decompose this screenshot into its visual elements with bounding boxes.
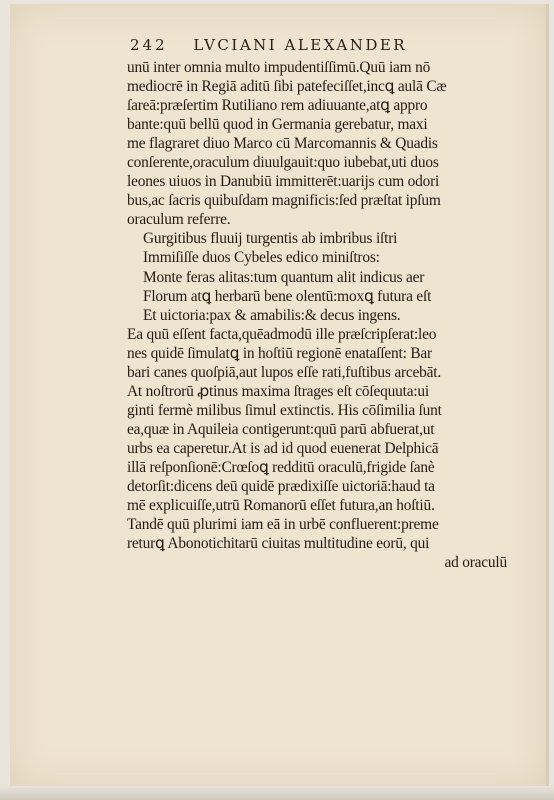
- text-line: me flagraret diuo Marco cū Marcomannis & Quadis: [127, 135, 438, 153]
- text-line: unū inter omnia multo impudentiſſimū.Quū iam nō: [127, 59, 431, 76]
- text-line: mediocrē in Regiā aditū ſibi patefeciſſet,incꝗ aulā Cæ: [127, 78, 447, 96]
- text-line: Tandē quū plurimi iam eā in urbē confluerent:preme: [127, 516, 439, 534]
- text-line: conſerente,oraculum diuulgauit:quo iubebat,uti duos: [127, 154, 439, 172]
- text-line: bari canes quoſpiā,aut lupos eſſe rati,fuſtibus arcebāt.: [127, 363, 442, 381]
- text-line: ginti fermè milibus ſimul extinctis. His cōſimilia ſunt: [127, 401, 442, 419]
- text-line: At noſtrorū ꝓtinus maxima ſtrages eſt cōſequuta:ui: [127, 382, 429, 400]
- text-line: Ea quū eſſent facta,quēadmodū ille præſcripſerat:leo: [127, 325, 437, 343]
- running-title: LVCIANI ALEXANDER: [193, 36, 408, 54]
- text-line: bus,ac ſacris quibuſdam magnificis:ſed præſtat ipſum: [127, 192, 441, 210]
- verse-line: Monte feras alitas:tum quantum alit indicus aer: [143, 268, 425, 286]
- text-line: illā reſponſionē:Crœſoꝗ redditū oraculū,frigide ſanè: [127, 458, 435, 476]
- text-line: nes quidē ſimulatꝗ in hoſtiū regionē enataſſent: Bar: [127, 344, 432, 362]
- verse-line: Et uictoria:pax & amabilis:& decus ingens.: [143, 306, 401, 324]
- text-line: ea,quæ in Aquileia contigerunt:quū parū abfuerat,ut: [127, 420, 435, 438]
- verse-line: Gurgitibus fluuij turgentis ab imbribus iſtri: [143, 230, 398, 248]
- verse-line: Immiſiſſe duos Cybeles edico miniſtros:: [143, 249, 380, 267]
- text-line: urbs ea caperetur.At is ad id quod euenerat Delphicā: [127, 439, 439, 457]
- text-line: ſareā:præſertim Rutiliano rem adiuuante,atꝗ appro: [127, 97, 428, 115]
- page-number: 242: [130, 36, 168, 54]
- scan-edge: [0, 786, 554, 800]
- verse-line: Florum atꝗ herbarū bene olentū:moxꝗ futura eſt: [143, 287, 432, 305]
- text-line: leones uiuos in Danubiū immitterēt:uarijs cum odori: [127, 173, 440, 191]
- text-line: mē explicuiſſe,utrū Romanorū eſſet futura,an hoſtiū.: [127, 497, 435, 515]
- text-line: detorſit:dicens deū quidē prædixiſſe uictoriā:haud ta: [127, 478, 435, 496]
- body-text: [127, 58, 527, 572]
- catchword: ad oraculū: [444, 554, 507, 572]
- text-line: oraculum referre.: [127, 211, 231, 229]
- running-header: [130, 36, 490, 54]
- text-line: returꝗ Abonotichitarū ciuitas multitudine eorū, qui: [127, 535, 430, 553]
- text-line: bante:quū bellū quod in Germania gerebatur, maxi: [127, 116, 428, 134]
